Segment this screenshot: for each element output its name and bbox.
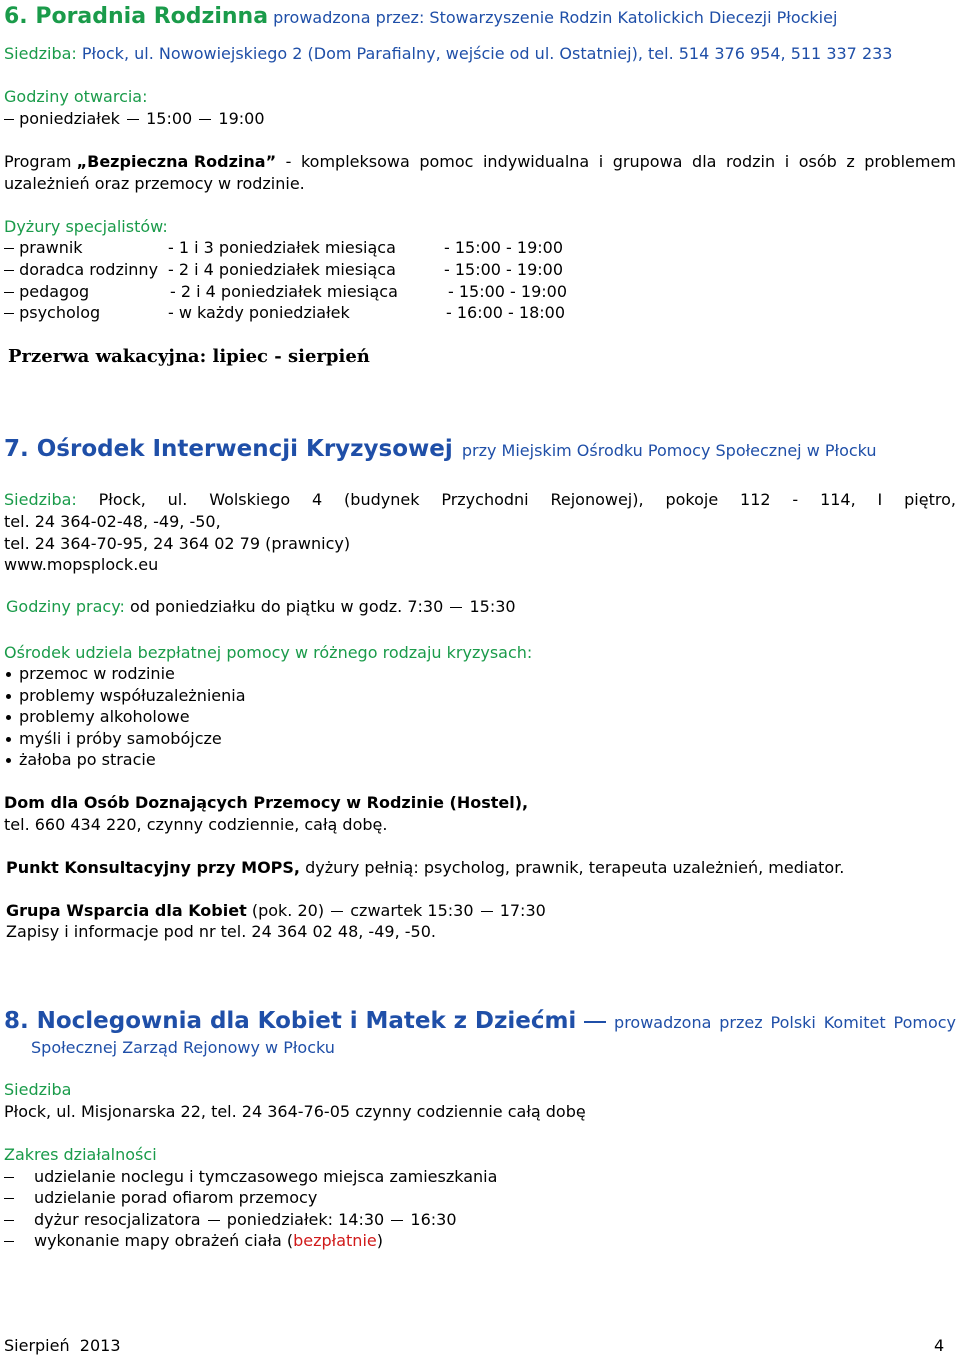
list-item: dyżur resocjalizatora poniedziałek: 14:30 16:30: [4, 1210, 457, 1229]
seat-label: Siedziba:: [4, 490, 77, 509]
support-group: [6, 901, 546, 920]
duty-row: [4, 303, 100, 322]
section-7-title: Ośrodek Interwencji Kryzysowej: [36, 436, 453, 462]
duty-row: [4, 238, 83, 257]
hours-label: Godziny otwarcia:: [4, 87, 148, 106]
duty-role: prawnik: [19, 238, 83, 257]
summer-break: Przerwa wakacyjna: lipiec - sierpień: [8, 346, 370, 367]
duty-role: pedagog: [19, 282, 90, 301]
duty-row: [4, 282, 89, 301]
s8-seat-text: Płock, ul. Misjonarska 22, tel. 24 364-76-05 czynny codziennie całą dobę: [4, 1102, 586, 1121]
list-item: wykonanie mapy obrażeń ciała (bezpłatnie): [4, 1231, 383, 1250]
list-item: żałoba po stracie: [4, 750, 156, 769]
list-item: udzielanie noclegu i tymczasowego miejsca zamieszkania: [4, 1167, 497, 1186]
list-item: myśli i próby samobójcze: [4, 729, 222, 748]
section-8-number: 8.: [4, 1008, 29, 1034]
work-label: Godziny pracy:: [6, 597, 125, 616]
program-pre: Program: [4, 152, 72, 171]
program-name: „Bezpieczna Rodzina”: [76, 152, 277, 171]
section-6-title: Poradnia Rodzinna: [35, 4, 269, 29]
section-8-heading: 8. Noclegownia dla Kobiet i Matek z Dziećmi prowadzona przez Polski Komitet Pomocy: [4, 1008, 956, 1034]
s7-tel-1: tel. 24 364-02-48, -49, -50,: [4, 512, 221, 531]
page-number: 4: [934, 1336, 945, 1355]
seat-text: Płock, ul. Nowowiejskiego 2 (Dom Parafialny, wejście od ul. Ostatniej), tel. 514 376 954, 511 337 233: [81, 44, 893, 63]
program-line-2: uzależnień oraz przemocy w rodzinie.: [4, 174, 305, 193]
group-line-2: Zapisy i informacje pod nr tel. 24 364 02 48, -49, -50.: [6, 922, 436, 941]
duty-when: - 1 i 3 poniedziałek miesiąca: [168, 238, 396, 257]
s7-website-link[interactable]: www.mopsplock.eu: [4, 555, 159, 574]
duty-when: - 2 i 4 poniedziałek miesiąca: [168, 260, 396, 279]
s7-work-hours: [6, 597, 516, 616]
hostel-title: Dom dla Osób Doznających Przemocy w Rodzinie (Hostel),: [4, 793, 529, 812]
hours-to: 19:00: [218, 109, 265, 128]
point-title: Punkt Konsultacyjny przy MOPS,: [6, 858, 301, 877]
list-item: problemy alkoholowe: [4, 707, 190, 726]
work-to: 15:30: [469, 597, 516, 616]
duty-label: Dyżury specjalistów:: [4, 217, 168, 236]
help-label: Ośrodek udziela bezpłatnej pomocy w różnego rodzaju kryzysach:: [4, 643, 533, 662]
duty-row: [4, 260, 158, 279]
list-item: udzielanie porad ofiarom przemocy: [4, 1188, 317, 1207]
section-7-number: 7.: [4, 436, 37, 462]
section-7-subtitle: przy Miejskim Ośrodku Pomocy Społecznej w Płocku: [461, 441, 877, 460]
section-6-subtitle: prowadzona przez: Stowarzyszenie Rodzin Katolickich Diecezji Płockiej: [273, 8, 838, 27]
duty-time: - 16:00 - 18:00: [446, 303, 566, 322]
duty-when: - w każdy poniedziałek: [168, 303, 350, 322]
work-text: od poniedziałku do piątku w godz. 7:30: [130, 597, 444, 616]
section-6-number: 6.: [4, 4, 36, 29]
section-6-heading: [4, 4, 837, 30]
s7-seat-line: Siedziba: Płock, ul. Wolskiego 4 (budynek Przychodni Rejonowej), pokoje 112 - 114, I piętro,: [4, 490, 956, 509]
duty-time: - 15:00 - 19:00: [448, 282, 568, 301]
list-item: problemy współuzależnienia: [4, 686, 246, 705]
group-title: Grupa Wsparcia dla Kobiet: [6, 901, 247, 920]
consult-point: [6, 858, 844, 877]
point-text: dyżury pełnią: psycholog, prawnik, terapeuta uzależnień, mediator.: [305, 858, 845, 877]
section-6-seat: [4, 44, 892, 63]
scope-label: Zakres działalności: [4, 1145, 157, 1164]
duty-role: doradca rodzinny: [19, 260, 159, 279]
seat-label: Siedziba:: [4, 44, 77, 63]
duty-time: - 15:00 - 19:00: [444, 238, 564, 257]
group-text: (pok. 20): [251, 901, 325, 920]
hostel-text: tel. 660 434 220, czynny codziennie, całą dobę.: [4, 815, 388, 834]
duty-time: - 15:00 - 19:00: [444, 260, 564, 279]
section-8-subtitle-2: Społecznej Zarząd Rejonowy w Płocku: [31, 1038, 335, 1057]
s7-tel-2: tel. 24 364-70-95, 24 364 02 79 (prawnicy): [4, 534, 351, 553]
hours-from: 15:00: [146, 109, 193, 128]
group-to: 17:30: [499, 901, 546, 920]
duty-role: psycholog: [19, 303, 101, 322]
free-highlight: bezpłatnie: [293, 1231, 377, 1250]
footer-date: Sierpień 2013: [4, 1336, 121, 1355]
group-day: czwartek 15:30: [350, 901, 474, 920]
section-7-heading: [4, 436, 877, 464]
hours-day: poniedziałek: [19, 109, 120, 128]
duty-when: - 2 i 4 poniedziałek miesiąca: [170, 282, 398, 301]
hours-line: [4, 109, 265, 128]
list-item: przemoc w rodzinie: [4, 664, 175, 683]
program-line: Program „Bezpieczna Rodzina” - kompleksowa pomoc indywidualna i grupowa dla rodzin i osób z problemem: [4, 152, 956, 171]
s8-seat-label: Siedziba: [4, 1080, 72, 1099]
